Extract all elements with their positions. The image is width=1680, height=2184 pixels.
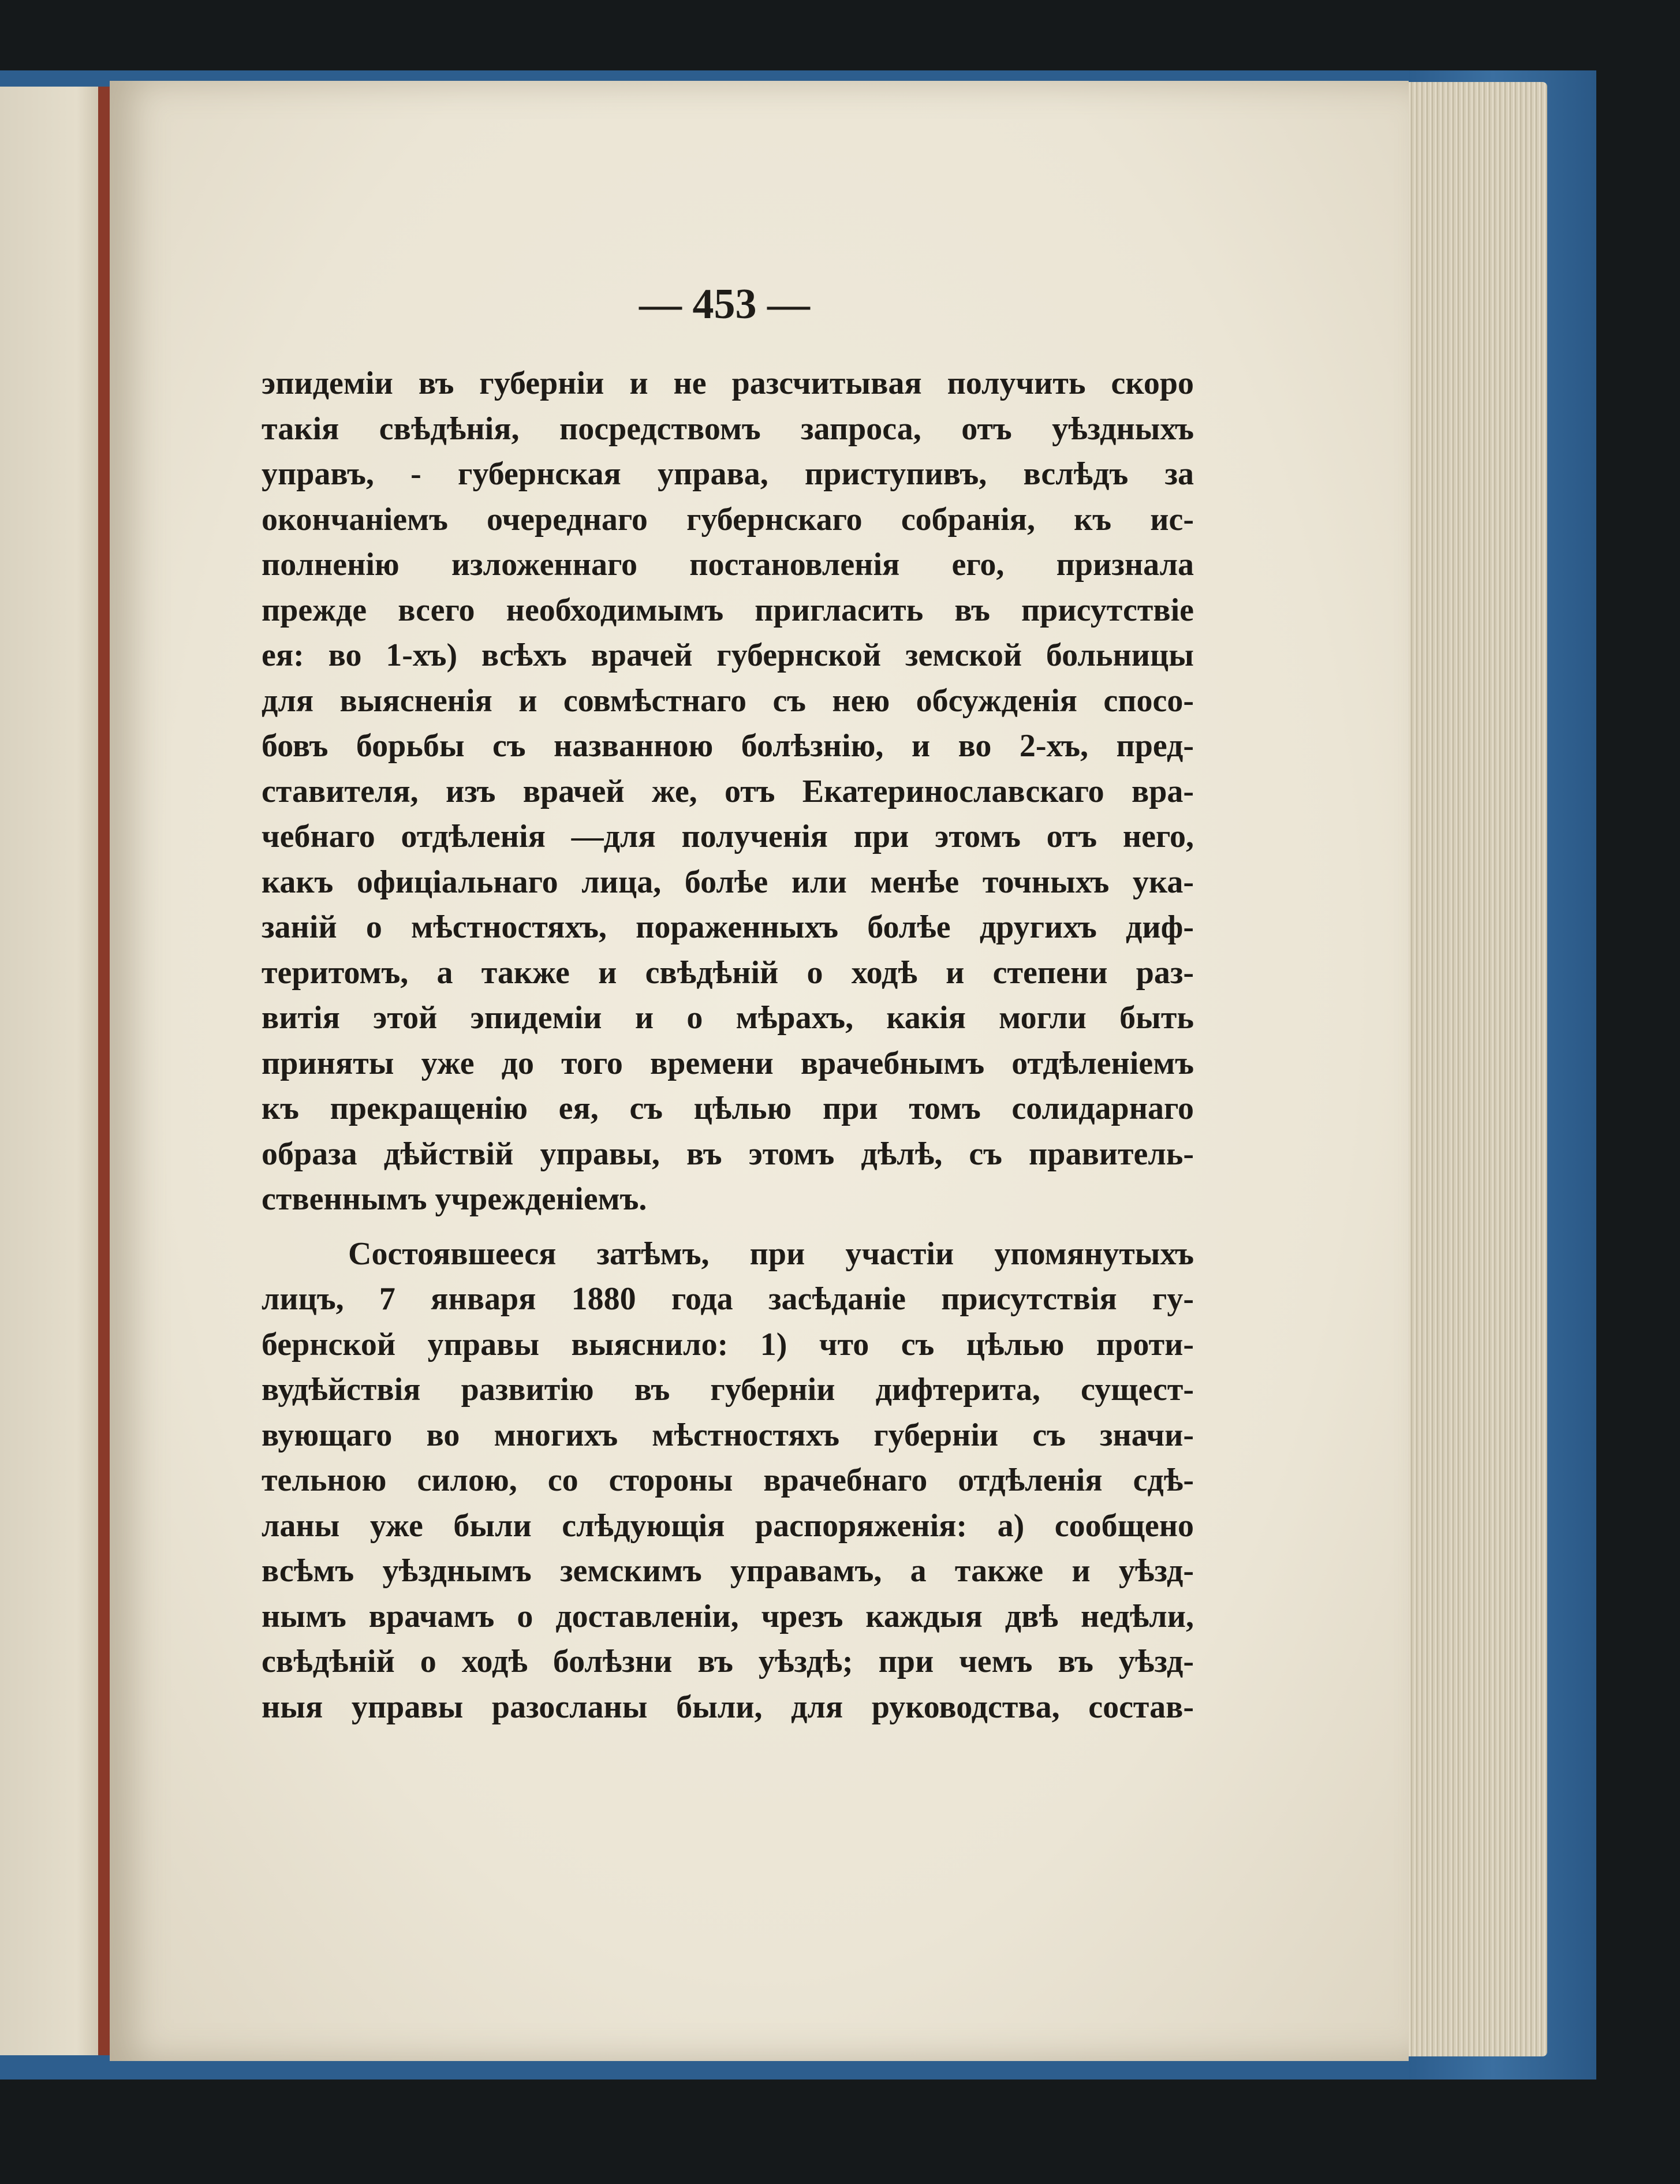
text-line: ставителя, изъ врачей же, отъ Екатеринославскаго вра- [262,773,1194,809]
text-line: для выясненія и совмѣстнаго съ нею обсужденія спосо- [262,682,1194,719]
text-line: ея: во 1-хъ) всѣхъ врачей губернской земской больницы [262,637,1194,673]
text-line: ныя управы разосланы были, для руководства, состав- [262,1689,1194,1725]
text-line: Состоявшееся затѣмъ, при участіи упомянутыхъ [348,1235,1194,1272]
text-line: вующаго во многихъ мѣстностяхъ губерніи съ значи- [262,1417,1194,1453]
paragraph-gap [262,1222,1194,1231]
text-line: ственнымъ учрежденіемъ. [262,1181,647,1217]
text-line: бовъ борьбы съ названною болѣзнію, и во 2-хъ, пред- [262,728,1194,764]
text-line: чебнаго отдѣленія —для полученія при этомъ отъ него, [262,819,1194,854]
text-line: такія свѣдѣнія, посредствомъ запроса, отъ уѣздныхъ [262,410,1194,447]
text-line: тельною силою, со стороны врачебнаго отдѣленія сдѣ- [262,1462,1194,1498]
text-line: прежде всего необходимымъ пригласить въ присутствіе [262,592,1194,628]
text-line: приняты уже до того времени врачебнымъ отдѣленіемъ [262,1045,1194,1081]
text-line: вудѣйствія развитію въ губерніи дифтерита, сущест- [262,1372,1194,1408]
text-line: образа дѣйствій управы, въ этомъ дѣлѣ, съ правитель- [262,1136,1194,1172]
text-line: къ прекращенію ея, съ цѣлью при томъ солидарнаго [262,1091,1194,1126]
page-stack-edge [1403,82,1547,2056]
text-line: лицъ, 7 января 1880 года засѣданіе присутствія гу- [262,1281,1194,1317]
text-line: свѣдѣній о ходѣ болѣзни въ уѣздѣ; при чемъ въ уѣзд- [262,1644,1194,1679]
book-cover [0,70,1596,2080]
left-page-binding [98,87,111,2055]
left-page-edge [0,87,110,2055]
page-text [262,361,1194,1730]
text-line: заній о мѣстностяхъ, пораженныхъ болѣе другихъ диф- [262,909,1194,945]
text-line: ланы уже были слѣдующія распоряженія: а) сообщено [262,1507,1194,1544]
text-line: эпидеміи въ губерніи и не разсчитывая получить скоро [262,365,1194,401]
text-line: окончаніемъ очереднаго губернскаго собранія, къ ис- [262,501,1194,537]
page-number: — 453 — [639,281,810,328]
text-line: теритомъ, а также и свѣдѣній о ходѣ и степени раз- [262,954,1194,991]
text-line: всѣмъ уѣзднымъ земскимъ управамъ, а также и уѣзд- [262,1553,1194,1589]
text-line: нымъ врачамъ о доставленіи, чрезъ каждыя двѣ недѣли, [262,1598,1194,1634]
book-page [110,81,1409,2061]
text-line: какъ офиціальнаго лица, болѣе или менѣе точныхъ ука- [262,864,1194,900]
text-line: управъ, - губернская управа, приступивъ, вслѣдъ за [262,456,1194,492]
text-line: бернской управы выяснило: 1) что съ цѣлью проти- [262,1326,1194,1362]
text-line: полненію изложеннаго постановленія его, признала [262,547,1194,583]
text-line: витія этой эпидеміи и о мѣрахъ, какія могли быть [262,1000,1194,1036]
